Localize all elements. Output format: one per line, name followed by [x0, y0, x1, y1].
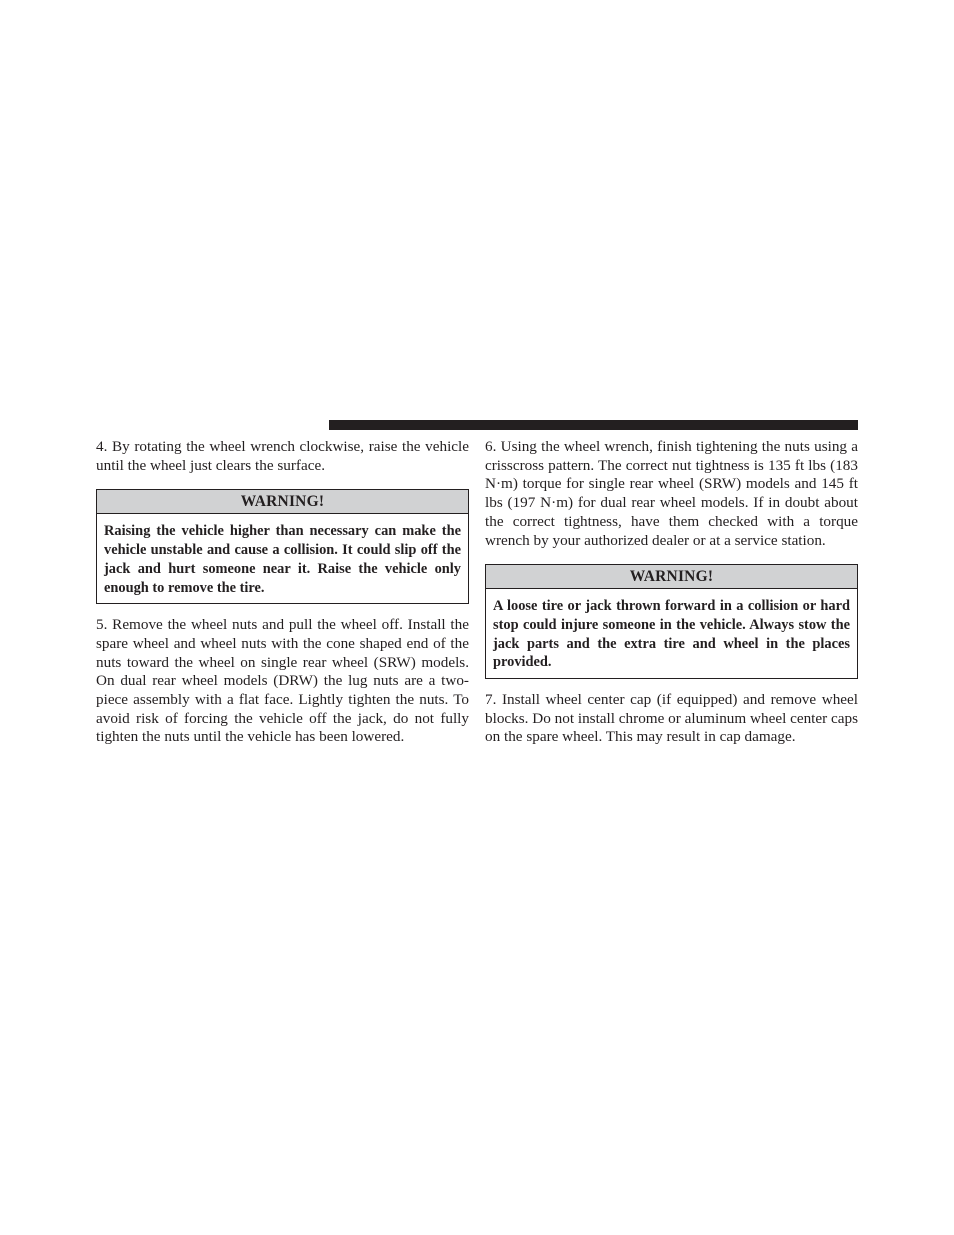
step-6-text: 6. Using the wheel wrench, finish tightening the nuts using a crisscross pattern. The correct nut tightness is 135 ft lbs (183 N·m) torque for single rear wheel (SRW) models and 145 ft lbs (197 N·m) for dual rear wheel models. If in doubt about the correct tightness, have them checked with a torque wrench by your authorized dealer or at a service station.	[485, 438, 858, 549]
warning-box-jack-height	[96, 489, 469, 604]
step-7-text: 7. Install wheel center cap (if equipped) and remove wheel blocks. Do not install chrome or aluminum wheel center caps on the spare wheel. This may result in cap damage.	[485, 691, 858, 746]
right-column	[485, 438, 858, 747]
left-column	[96, 438, 469, 747]
warning-box-loose-tire	[485, 564, 858, 679]
step-5-text: 5. Remove the wheel nuts and pull the wheel off. Install the spare wheel and wheel nuts with the cone shaped end of the nuts toward the wheel on single rear wheel (SRW) models. On dual rear wheel models (DRW) the lug nuts are a two-piece assembly with a flat face. Lightly tighten the nuts. To avoid risk of forcing the vehicle off the jack, do not fully tighten the nuts until the vehicle has been lowered.	[96, 616, 469, 746]
step-4-text: 4. By rotating the wheel wrench clockwise, raise the vehicle until the wheel just clears the surface.	[96, 438, 469, 474]
warning-text: Raising the vehicle higher than necessary can make the vehicle unstable and cause a collision. It could slip off the jack and hurt someone near it. Raise the vehicle only enough to remove the tire.	[104, 523, 461, 596]
warning-title: WARNING!	[97, 490, 468, 514]
warning-text: A loose tire or jack thrown forward in a collision or hard stop could injure someone in the vehicle. Always stow the jack parts and the extra tire and wheel in the places provided.	[493, 598, 850, 671]
header-rule	[329, 420, 858, 430]
warning-title: WARNING!	[486, 565, 857, 589]
